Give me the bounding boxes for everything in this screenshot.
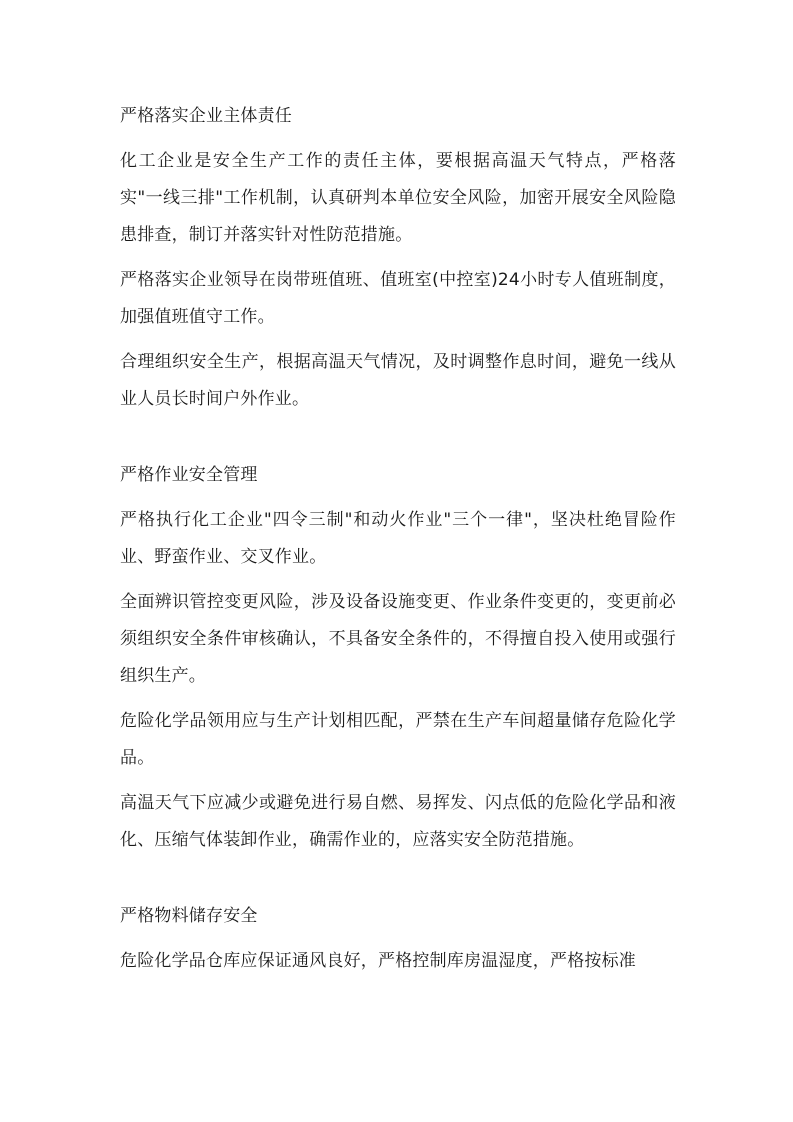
paragraph: 严格落实企业领导在岗带班值班、值班室(中控室)24小时专人值班制度，加强值班值守工作。 bbox=[120, 270, 676, 327]
paragraph: 合理组织安全生产，根据高温天气情况，及时调整作息时间，避免一线从业人员长时间户外作业。 bbox=[120, 352, 676, 409]
section-heading: 严格落实企业主体责任 bbox=[120, 106, 292, 126]
section-material-storage bbox=[120, 898, 676, 980]
section-enterprise-responsibility bbox=[120, 98, 676, 418]
paragraph: 化工企业是安全生产工作的责任主体，要根据高温天气特点，严格落实"一线三排"工作机制，认真研判本单位安全风险，加密开展安全风险隐患排查，制订并落实针对性防范措施。 bbox=[120, 151, 676, 245]
paragraph: 严格执行化工企业"四令三制"和动火作业"三个一律"，坚决杜绝冒险作业、野蛮作业、交叉作业。 bbox=[120, 510, 676, 567]
section-heading: 严格物料储存安全 bbox=[120, 906, 258, 926]
document-body bbox=[120, 98, 676, 980]
paragraph: 高温天气下应减少或避免进行易自燃、易挥发、闪点低的危险化学品和液化、压缩气体装卸作业，确需作业的，应落实安全防范措施。 bbox=[120, 793, 676, 850]
section-operation-safety bbox=[120, 457, 676, 859]
section-heading: 严格作业安全管理 bbox=[120, 465, 258, 485]
paragraph: 全面辨识管控变更风险，涉及设备设施变更、作业条件变更的，变更前必须组织安全条件审核确认，不具备安全条件的，不得擅自投入使用或强行组织生产。 bbox=[120, 592, 676, 686]
paragraph: 危险化学品领用应与生产计划相匹配，严禁在生产车间超量储存危险化学品。 bbox=[120, 711, 676, 768]
paragraph: 危险化学品仓库应保证通风良好，严格控制库房温湿度，严格按标准 bbox=[120, 951, 636, 971]
